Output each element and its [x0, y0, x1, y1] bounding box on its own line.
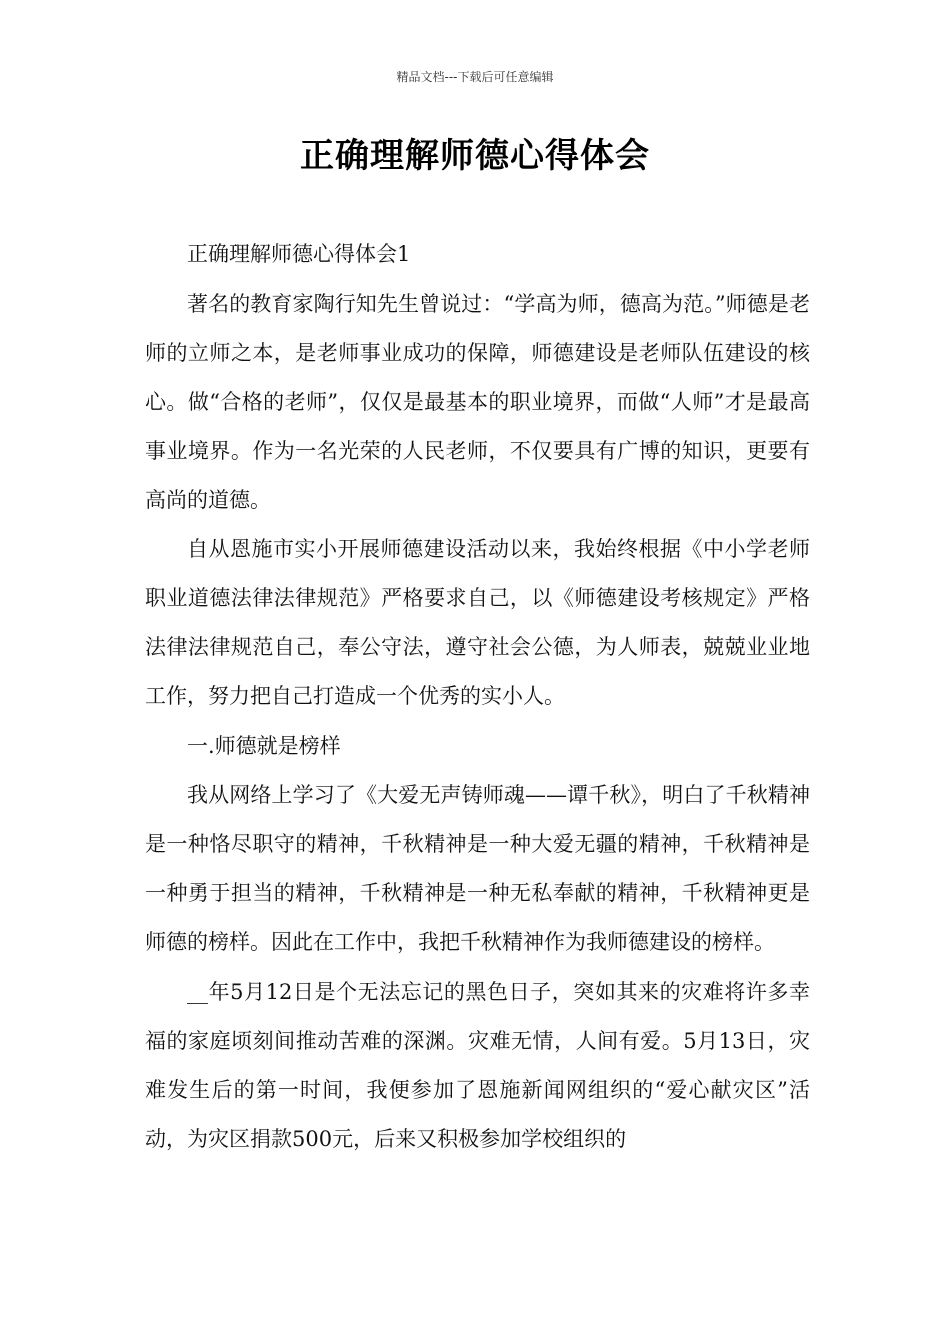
paragraph: 自从恩施市实小开展师德建设活动以来，我始终根据《中小学老师职业道德法律法律规范》严格要求自己，以《师德建设考核规定》严格法律法律规范自己，奉公守法，遵守社会公德，为人师表，兢兢业业地工作，努力把自己打造成一个优秀的实小人。 [145, 537, 810, 708]
document-body [145, 230, 810, 1164]
section-heading: 正确理解师德心得体会1 [187, 242, 411, 266]
section-heading: 一.师德就是榜样 [187, 733, 341, 758]
paragraph: __年5月12日是个无法忘记的黑色日子，突如其来的灾难将许多幸福的家庭顷刻间推动苦难的深渊。灾难无情，人间有爱。5月13日，灾难发生后的第一时间，我便参加了恩施新闻网组织的“爱心献灾区”活动，为灾区捐款500元，后来又积极参加学校组织的 [145, 979, 810, 1151]
paragraph: 我从网络上学习了《大爱无声铸师魂——谭千秋》，明白了千秋精神是一种恪尽职守的精神，千秋精神是一种大爱无疆的精神，千秋精神是一种勇于担当的精神，千秋精神是一种无私奉献的精神，千秋精神更是师德的榜样。因此在工作中，我把千秋精神作为我师德建设的榜样。 [145, 783, 810, 954]
paragraph: 著名的教育家陶行知先生曾说过：“学高为师，德高为范。”师德是老师的立师之本，是老师事业成功的保障，师德建设是老师队伍建设的核心。做“合格的老师”，仅仅是最基本的职业境界，而做“人师”才是最高事业境界。作为一名光荣的人民老师，不仅要具有广博的知识，更要有高尚的道德。 [145, 291, 810, 512]
document-title: 正确理解师德心得体会 [300, 136, 650, 176]
header-note: 精品文档---下载后可任意编辑 [396, 70, 554, 84]
